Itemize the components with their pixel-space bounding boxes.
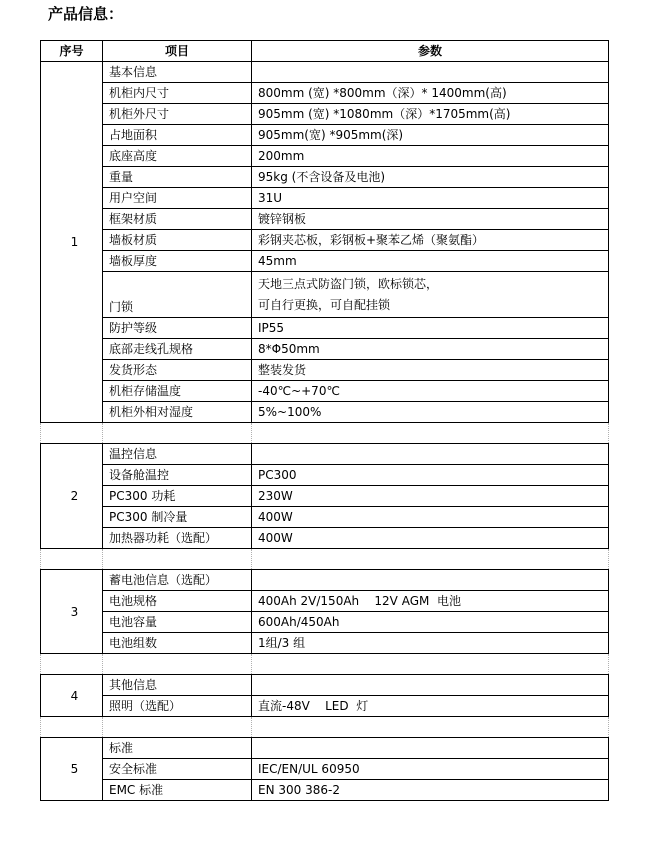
item-label: 照明（选配）: [103, 696, 252, 717]
section-heading: 其他信息: [103, 675, 252, 696]
table-row: [41, 696, 609, 717]
spacer-row: [41, 549, 609, 570]
table-row: [41, 465, 609, 486]
item-label: 重量: [103, 167, 252, 188]
section-heading-row: [41, 62, 609, 83]
section-number: 2: [41, 444, 103, 549]
item-value: 905mm(宽) *905mm(深): [252, 125, 609, 146]
section-heading-row: [41, 570, 609, 591]
table-row: [41, 759, 609, 780]
item-label: 机柜内尺寸: [103, 83, 252, 104]
section-heading: 基本信息: [103, 62, 252, 83]
item-value: 905mm (宽) *1080mm（深）*1705mm(高): [252, 104, 609, 125]
item-label: PC300 制冷量: [103, 507, 252, 528]
section-heading-value: [252, 570, 609, 591]
item-value: 镀锌钢板: [252, 209, 609, 230]
item-value: 600Ah/450Ah: [252, 612, 609, 633]
section-heading-value: [252, 675, 609, 696]
item-value-line: 天地三点式防盗门锁，欧标锁芯，: [258, 276, 439, 291]
table-row: [41, 528, 609, 549]
item-value: 400W: [252, 528, 609, 549]
section-heading-row: [41, 738, 609, 759]
item-label: 框架材质: [103, 209, 252, 230]
header-no: 序号: [41, 41, 103, 62]
section-number: 5: [41, 738, 103, 801]
table-row: [41, 251, 609, 272]
table-row: [41, 188, 609, 209]
section-heading-row: [41, 444, 609, 465]
item-label: 安全标准: [103, 759, 252, 780]
item-value: PC300: [252, 465, 609, 486]
section-heading-value: [252, 62, 609, 83]
item-value: 8*Φ50mm: [252, 339, 609, 360]
table-row: [41, 146, 609, 167]
item-label: 墙板厚度: [103, 251, 252, 272]
item-value: 31U: [252, 188, 609, 209]
item-value: -40℃~+70℃: [252, 381, 609, 402]
item-label: 机柜存储温度: [103, 381, 252, 402]
item-value: 400W: [252, 507, 609, 528]
header-item: 项目: [103, 41, 252, 62]
header-param: 参数: [252, 41, 609, 62]
item-label: 设备舱温控: [103, 465, 252, 486]
item-label: 占地面积: [103, 125, 252, 146]
table-row: [41, 272, 609, 318]
table-row: [41, 507, 609, 528]
item-value-line: 可自行更换，可自配挂锁: [258, 297, 391, 312]
item-value: 200mm: [252, 146, 609, 167]
item-value: 直流-48V LED 灯: [252, 696, 609, 717]
item-label: 机柜外尺寸: [103, 104, 252, 125]
table-row: [41, 125, 609, 146]
table-row: [41, 209, 609, 230]
item-label: 电池规格: [103, 591, 252, 612]
table-row: [41, 318, 609, 339]
section-heading-value: [252, 738, 609, 759]
table-row: [41, 83, 609, 104]
item-label: 门锁: [103, 272, 252, 318]
table-row: [41, 612, 609, 633]
section-heading: 标准: [103, 738, 252, 759]
table-row: [41, 167, 609, 188]
item-value: 95kg (不含设备及电池): [252, 167, 609, 188]
section-number: 4: [41, 675, 103, 717]
spacer-row: [41, 717, 609, 738]
table-row: [41, 402, 609, 423]
item-label: 底座高度: [103, 146, 252, 167]
section-heading-value: [252, 444, 609, 465]
item-value: [252, 272, 609, 318]
table-row: [41, 780, 609, 801]
item-value: IP55: [252, 318, 609, 339]
item-value: 800mm (宽) *800mm（深）* 1400mm(高): [252, 83, 609, 104]
item-label: 电池组数: [103, 633, 252, 654]
item-label: 加热器功耗（选配）: [103, 528, 252, 549]
spec-table: [40, 40, 609, 801]
item-value: 400Ah 2V/150Ah 12V AGM 电池: [252, 591, 609, 612]
table-row: [41, 381, 609, 402]
spacer-row: [41, 654, 609, 675]
item-value: 整装发货: [252, 360, 609, 381]
item-label: EMC 标准: [103, 780, 252, 801]
item-label: 用户空间: [103, 188, 252, 209]
item-label: 墙板材质: [103, 230, 252, 251]
item-value: EN 300 386-2: [252, 780, 609, 801]
section-heading: 温控信息: [103, 444, 252, 465]
table-row: [41, 486, 609, 507]
header-row: [41, 41, 609, 62]
item-label: 机柜外相对湿度: [103, 402, 252, 423]
section-heading: 蓄电池信息（选配）: [103, 570, 252, 591]
table-row: [41, 230, 609, 251]
item-value: 5%~100%: [252, 402, 609, 423]
section-number: 3: [41, 570, 103, 654]
item-label: 发货形态: [103, 360, 252, 381]
table-row: [41, 591, 609, 612]
item-value: 230W: [252, 486, 609, 507]
item-label: 防护等级: [103, 318, 252, 339]
spacer-row: [41, 423, 609, 444]
item-label: 电池容量: [103, 612, 252, 633]
item-label: PC300 功耗: [103, 486, 252, 507]
item-value: 45mm: [252, 251, 609, 272]
item-value: IEC/EN/UL 60950: [252, 759, 609, 780]
page-title: 产品信息：: [48, 5, 124, 23]
item-value: 1组/3 组: [252, 633, 609, 654]
item-label: 底部走线孔规格: [103, 339, 252, 360]
table-row: [41, 633, 609, 654]
table-row: [41, 104, 609, 125]
table-row: [41, 360, 609, 381]
section-heading-row: [41, 675, 609, 696]
table-row: [41, 339, 609, 360]
item-value: 彩钢夹芯板，彩钢板+聚苯乙烯（聚氨酯）: [252, 230, 609, 251]
section-number: 1: [41, 62, 103, 423]
